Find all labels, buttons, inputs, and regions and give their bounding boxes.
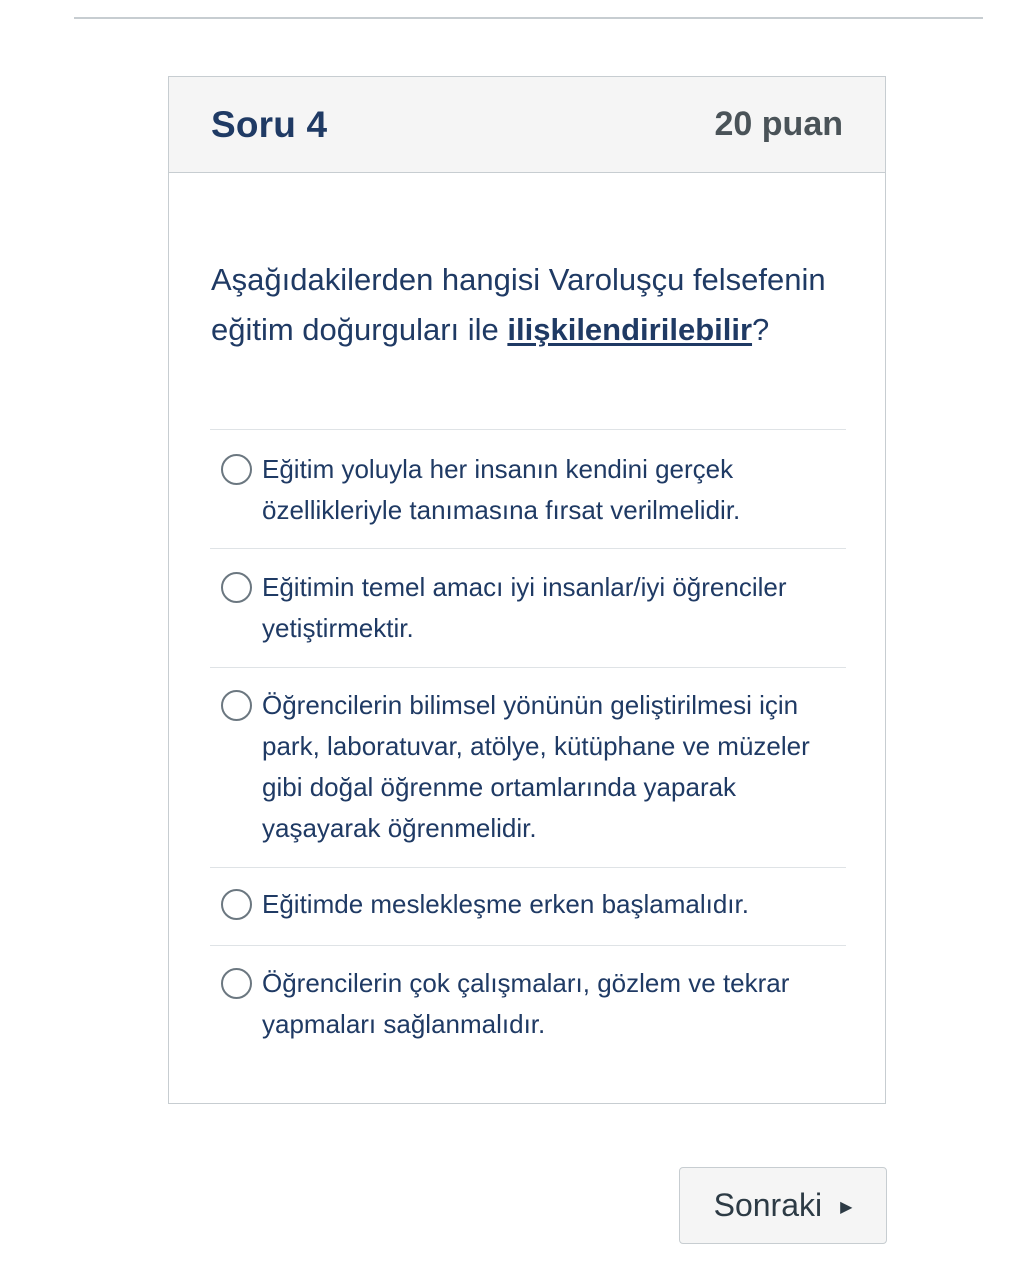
answer-label[interactable]: Eğitim yoluyla her insanın kendini gerçek özellikleriyle tanımasına fırsat verilmelidir. <box>262 454 741 525</box>
radio-button[interactable] <box>221 572 252 603</box>
top-divider <box>74 17 983 19</box>
answer-label[interactable]: Öğrencilerin çok çalışmaları, gözlem ve tekrar yapmaları sağlanmalıdır. <box>262 968 790 1039</box>
radio-button[interactable] <box>221 889 252 920</box>
answer-option[interactable] <box>210 945 846 1055</box>
radio-button[interactable] <box>221 968 252 999</box>
answer-option[interactable] <box>210 667 846 867</box>
answer-option[interactable] <box>210 548 846 667</box>
answer-option[interactable] <box>210 429 846 548</box>
radio-button[interactable] <box>221 454 252 485</box>
next-button[interactable] <box>679 1167 887 1244</box>
question-text-emphasis: ilişkilendirilebilir <box>507 312 753 347</box>
question-title: Soru 4 <box>211 103 328 145</box>
next-button-label: Sonraki <box>713 1187 823 1223</box>
radio-button[interactable] <box>221 690 252 721</box>
question-text <box>211 255 851 355</box>
answer-label[interactable]: Öğrencilerin bilimsel yönünün geliştirilmesi için park, laboratuvar, atölye, kütüphane ve müzeler gibi doğal öğrenme ortamlarında yaparak yaşayarak öğrenmelidir. <box>262 690 810 843</box>
question-text-end: ? <box>752 312 770 347</box>
caret-right-icon: ▶ <box>840 1198 853 1216</box>
answer-label[interactable]: Eğitimde meslekleşme erken başlamalıdır. <box>262 889 749 919</box>
answer-list <box>210 429 846 1055</box>
question-card <box>168 76 886 1104</box>
question-text-main: Aşağıdakilerden hangisi Varoluşçu felsefenin eğitim doğurguları ile <box>211 262 826 347</box>
question-points: 20 puan <box>714 105 843 143</box>
question-header <box>169 77 885 173</box>
answer-label[interactable]: Eğitimin temel amacı iyi insanlar/iyi öğrenciler yetiştirmektir. <box>262 572 787 643</box>
answer-option[interactable] <box>210 867 846 945</box>
